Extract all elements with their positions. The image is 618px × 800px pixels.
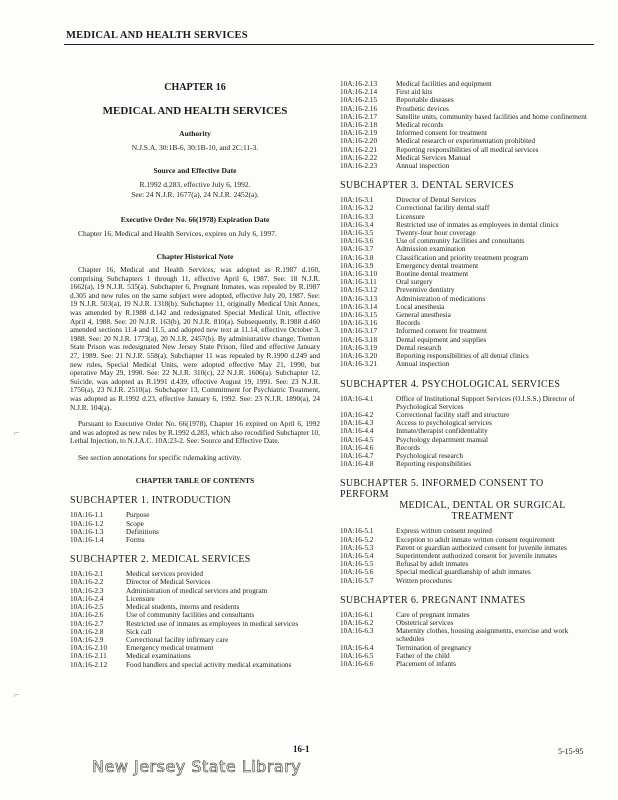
section-number: 10A:16-3.12	[340, 285, 378, 295]
toc-entry	[340, 436, 595, 444]
toc-entry	[340, 88, 595, 96]
subchapter-title: SUBCHAPTER 4. PSYCHOLOGICAL SERVICES	[340, 378, 561, 390]
section-number: 10A:16-6.2	[340, 617, 374, 627]
section-title: Correctional facility infirmary care	[126, 634, 229, 644]
section-number: 10A:16-1.1	[70, 510, 104, 520]
toc-entry	[340, 311, 595, 319]
source-line: R.1992 d.283, effective July 6, 1992.	[139, 180, 251, 189]
section-title: Preventive dentistry	[396, 285, 455, 295]
section-number: 10A:16-3.13	[340, 293, 378, 303]
section-number: 10A:16-2.23	[340, 161, 378, 171]
section-title: Twenty-four hour coverage	[396, 228, 476, 238]
section-title: Exception to adult inmate written consent requirement	[396, 534, 555, 544]
section-title: Inmate/therapist confidentiality	[396, 426, 488, 436]
page-number: 16-1	[293, 744, 310, 754]
toc-entry	[340, 360, 595, 368]
toc-entry	[340, 611, 595, 619]
section-title: Prosthetic devices	[396, 103, 449, 113]
section-number: 10A:16-4.4	[340, 426, 374, 436]
section-title: Informed consent for treatment	[396, 128, 487, 138]
section-title: Medical examinations	[126, 651, 191, 661]
section-number: 10A:16-3.16	[340, 318, 378, 328]
toc-list	[340, 527, 595, 584]
section-number: 10A:16-5.4	[340, 550, 374, 560]
section-title: Definitions	[126, 526, 159, 536]
source-heading: Source and Effective Date	[153, 166, 237, 175]
section-number: 10A:16-2.11	[70, 651, 107, 661]
section-title: Placement of infants	[396, 658, 456, 668]
section-title: Records	[396, 442, 420, 452]
section-title: Restricted use of inmates as employees in dental clinics	[396, 219, 559, 229]
annotation-note: See section annotations for specific rulemaking activity.	[78, 452, 242, 462]
section-title: Father of the child	[396, 650, 450, 660]
section-title: Records	[396, 318, 420, 328]
section-number: 10A:16-4.1	[340, 393, 374, 403]
section-title: Use of community facilities and consultants	[396, 236, 525, 246]
section-number: 10A:16-4.2	[340, 409, 374, 419]
pursuant-note: Pursuant to Executive Order No. 66(1978), Chapter 16 expired on April 6, 1992 and was adopted as new rules by R.1992 d.283, which also recodified Subchapter 10, Lethal Injection, to N.J.A.C. 10A:23-2. See: Source and Effective Date.	[70, 419, 320, 446]
section-number: 10A:16-4.5	[340, 434, 374, 444]
toc-entry	[70, 644, 320, 652]
section-title: Emergency dental treatment	[396, 260, 479, 270]
section-title: Director of Dental Services	[396, 195, 477, 205]
subchapter-title	[340, 478, 595, 522]
section-title: Correctional facility dental staff	[396, 203, 490, 213]
section-title: Express written consent required	[396, 526, 492, 536]
section-title: Written procedures	[396, 575, 452, 585]
section-title: Refusal by adult inmates	[396, 559, 469, 569]
section-number: 10A:16-2.19	[340, 128, 378, 138]
section-title: Forms	[126, 535, 145, 545]
section-title: Medical records	[396, 120, 444, 130]
section-number: 10A:16-2.15	[340, 95, 378, 105]
section-title: Care of pregnant inmates	[396, 609, 470, 619]
section-title: Special medical guardianship of adult inmates	[396, 567, 531, 577]
toc-entry	[70, 661, 320, 669]
section-title: Annual inspection	[396, 359, 450, 369]
section-number: 10A:16-2.22	[340, 152, 378, 162]
section-number: 10A:16-3.1	[340, 195, 374, 205]
authority-heading: Authority	[179, 129, 211, 138]
section-number: 10A:16-5.2	[340, 534, 374, 544]
toc-entry	[340, 303, 595, 311]
section-number: 10A:16-6.5	[340, 650, 374, 660]
section-number: 10A:16-3.8	[340, 252, 374, 262]
section-title: General anesthesia	[396, 310, 451, 320]
section-title: Medical Services Manual	[396, 152, 471, 162]
section-number: 10A:16-3.6	[340, 236, 374, 246]
section-title: Access to psychological services	[396, 418, 492, 428]
section-title: Reportable diseases	[396, 95, 454, 105]
section-number: 10A:16-6.3	[340, 626, 374, 636]
history-note: Chapter 16, Medical and Health Services, was adopted as R.1987 d.160, comprising Subchapters 1 through 11, effective April 6, 1987. See: 18 N.J.R. 1662(a), 19 N.J.R. 535(a). Subchapter 6, Pregnant Inmates, was repealed by R.1987 d.305 and new rules on the same subject were adopted, effective July 20, 1987. See: 19 N.J.R. 503(a), 19 N.J.R. 1318(b). Subchapter 11, originally Medical Unit Annex, was amended by R.1988 d.142 and redesignated Special Medical Unit, effective April 4, 1988. See: 20 N.J.R. 163(b), 20 N.J.R. 810(a). Subsequently, R.1988 d.460 amended sections 11.4 and 11.5, and adopted new text at 11.14, effective October 3, 1988. See: 20 N.J.R. 1773(a), 20 N.J.R. 2457(b). By administrative change, Trenton State Prison was redesignated New Jersey State Prison, filed and effective January 27, 1989. See: 21 N.J.R. 558(a). Subchapter 11 was repealed by R.1990 d.249 and new rules, Special Medical Units, were adopted effective May 21, 1990, but operative May 29, 1990. See: 22 N.J.R. 310(c), 22 N.J.R. 1606(a). Subchapter 12, Suicide, was adopted as R.1991 d.439, effective August 19, 1991. See: 23 N.J.R. 1756(a), 23 N.J.R. 2510(a). Subchapter 13, Commitment for Psychiatric Treatment, was adopted as R.1992 d.23, effective January 6, 1992. See: 23 N.J.R. 1890(a), 24 N.J.R. 104(a).	[70, 265, 320, 412]
toc-entry	[340, 460, 595, 468]
chapter-label: CHAPTER 16	[164, 82, 226, 93]
right-column	[340, 80, 595, 668]
section-number: 10A:16-2.8	[70, 626, 104, 636]
section-title: Licensure	[396, 211, 425, 221]
section-title: Admission examination	[396, 244, 466, 254]
section-title: Licensure	[126, 593, 155, 603]
section-number: 10A:16-5.7	[340, 575, 374, 585]
section-title: Emergency medical treatment	[126, 643, 214, 653]
section-title: Dental equipment and supplies	[396, 334, 487, 344]
section-number: 10A:16-2.16	[340, 103, 378, 113]
section-title: Psychological research	[396, 450, 464, 460]
section-number: 10A:16-3.4	[340, 219, 374, 229]
section-title: Routine dental treatment	[396, 269, 469, 279]
section-number: 10A:16-2.5	[70, 602, 104, 612]
exec-order-heading: Executive Order No. 66(1978) Expiration Date	[120, 215, 270, 224]
subchapter-title-line: MEDICAL, DENTAL OR SURGICAL TREATMENT	[399, 500, 566, 523]
subchapter-title-line: SUBCHAPTER 5. INFORMED CONSENT TO PERFORM	[340, 478, 544, 501]
toc-entry	[340, 660, 595, 668]
section-title: Local anesthesia	[396, 301, 445, 311]
section-title: Oral surgery	[396, 277, 433, 287]
subchapter-title: SUBCHAPTER 6. PREGNANT INMATES	[340, 594, 526, 606]
running-header: MEDICAL AND HEALTH SERVICES	[66, 30, 248, 41]
toc-entry	[340, 652, 595, 660]
toc-entry	[340, 577, 595, 585]
toc-list	[340, 395, 595, 469]
section-title: Satellite units, community based facilities and home confinement	[396, 111, 587, 121]
section-title: Reporting responsibilities of all dental clinics	[396, 351, 529, 361]
section-number: 10A:16-2.9	[70, 634, 104, 644]
page-date: 5-15-95	[558, 747, 584, 756]
section-title: Classification and priority treatment program	[396, 252, 529, 262]
toc-list	[70, 511, 320, 544]
section-number: 10A:16-2.10	[70, 643, 108, 653]
section-number: 10A:16-4.7	[340, 450, 374, 460]
section-title: Medical research or experimentation prohibited	[396, 136, 535, 146]
left-column	[70, 80, 320, 669]
section-number: 10A:16-4.6	[340, 442, 374, 452]
section-title: Psychology department manual	[396, 434, 489, 444]
toc-entry	[340, 395, 595, 411]
toc-entry	[70, 520, 320, 528]
margin-mark: ⌐	[14, 428, 20, 439]
section-number: 10A:16-2.17	[340, 111, 378, 121]
section-number: 10A:16-2.14	[340, 87, 378, 97]
margin-mark: ⌐	[14, 690, 20, 701]
section-number: 10A:16-5.1	[340, 526, 374, 536]
section-number: 10A:16-2.20	[340, 136, 378, 146]
section-title: Administration of medical services and program	[126, 585, 268, 595]
toc-entry	[340, 204, 595, 212]
toc-entry	[340, 295, 595, 303]
toc-entry	[340, 278, 595, 286]
section-title: Dental research	[396, 342, 442, 352]
section-number: 10A:16-2.7	[70, 618, 104, 628]
section-title: Purpose	[126, 510, 150, 520]
section-number: 10A:16-1.2	[70, 518, 104, 528]
section-title: Obstetrical services	[396, 617, 454, 627]
toc-entry	[70, 587, 320, 595]
section-number: 10A:16-3.20	[340, 351, 378, 361]
toc-entry	[70, 536, 320, 544]
section-number: 10A:16-3.21	[340, 359, 378, 369]
toc-entry	[70, 528, 320, 536]
section-title: Maternity clothes, housing assignments, exercise and work schedules	[396, 626, 569, 644]
section-title: Medical students, interns and residents	[126, 602, 240, 612]
section-number: 10A:16-2.6	[70, 610, 104, 620]
section-number: 10A:16-1.3	[70, 526, 104, 536]
section-number: 10A:16-2.18	[340, 120, 378, 130]
source-line: See: 24 N.J.R. 1677(a), 24 N.J.R. 2452(a).	[131, 189, 259, 199]
section-number: 10A:16-1.4	[70, 535, 104, 545]
section-title: Annual inspection	[396, 161, 450, 171]
section-number: 10A:16-3.15	[340, 310, 378, 320]
subchapter-title: SUBCHAPTER 2. MEDICAL SERVICES	[70, 554, 251, 566]
toc-entry	[340, 627, 595, 643]
header-rule	[64, 44, 594, 45]
section-number: 10A:16-3.11	[340, 277, 377, 287]
subchapter-title: SUBCHAPTER 3. DENTAL SERVICES	[340, 180, 514, 192]
section-number: 10A:16-2.2	[70, 577, 104, 587]
toc-entry	[70, 620, 320, 628]
section-number: 10A:16-3.14	[340, 301, 378, 311]
section-title: Termination of pregnancy	[396, 642, 472, 652]
history-heading: Chapter Historical Note	[156, 252, 234, 261]
toc-entry	[340, 644, 595, 652]
section-number: 10A:16-3.10	[340, 269, 378, 279]
section-title: First aid kits	[396, 87, 433, 97]
section-number: 10A:16-3.9	[340, 260, 374, 270]
section-title: Administration of medications	[396, 293, 486, 303]
section-title: Medical facilities and equipment	[396, 79, 492, 88]
section-title: Reporting responsibilities of all medical services	[396, 144, 539, 154]
section-number: 10A:16-3.7	[340, 244, 374, 254]
section-title: Restricted use of inmates as employees in medical services	[126, 618, 299, 628]
section-title: Parent or guardian authorized consent for juvenile inmates	[396, 542, 567, 552]
toc-entry	[340, 352, 595, 360]
section-title: Superintendent authorized consent for juvenile inmates	[396, 550, 558, 560]
section-number: 10A:16-4.8	[340, 459, 374, 469]
section-title: Medical services provided	[126, 569, 203, 579]
section-title: Use of community facilities and consultants	[126, 610, 255, 620]
section-title: Sick call	[126, 626, 152, 636]
section-number: 10A:16-5.6	[340, 567, 374, 577]
section-title: Director of Medical Services	[126, 577, 211, 587]
section-title: Correctional facility staff and structure	[396, 409, 510, 419]
section-number: 10A:16-2.13	[340, 79, 378, 88]
toc-entry	[340, 237, 595, 245]
library-stamp-text: New Jersey State Library	[92, 757, 302, 776]
toc-entry	[340, 113, 595, 121]
section-title: Food handlers and special activity medical examinations	[126, 659, 292, 669]
section-number: 10A:16-3.19	[340, 342, 378, 352]
section-title: Informed consent for treatment	[396, 326, 487, 336]
section-number: 10A:16-2.1	[70, 569, 104, 579]
section-number: 10A:16-3.18	[340, 334, 378, 344]
section-number: 10A:16-6.1	[340, 609, 374, 619]
library-stamp	[92, 757, 301, 776]
section-number: 10A:16-3.5	[340, 228, 374, 238]
section-number: 10A:16-2.12	[70, 659, 108, 669]
exec-order-text: Chapter 16, Medical and Health Services, expires on July 6, 1997.	[78, 229, 277, 238]
toc-list	[340, 611, 595, 668]
toc-entry	[340, 154, 595, 162]
section-number: 10A:16-2.4	[70, 593, 104, 603]
section-number: 10A:16-2.3	[70, 585, 104, 595]
section-number: 10A:16-5.3	[340, 542, 374, 552]
toc-entry	[340, 270, 595, 278]
section-title: Office of Institutional Support Services (O.I.S.S.) Director of Psychological Services	[396, 393, 575, 411]
toc-entry	[340, 162, 595, 170]
section-number: 10A:16-6.6	[340, 658, 374, 668]
toc-entry	[340, 336, 595, 344]
toc-entry	[340, 444, 595, 452]
toc-entry	[340, 568, 595, 576]
section-number: 10A:16-3.2	[340, 203, 374, 213]
section-title: Reporting responsibilities	[396, 459, 472, 469]
toc-list	[340, 196, 595, 368]
section-number: 10A:16-3.3	[340, 211, 374, 221]
section-number: 10A:16-2.21	[340, 144, 378, 154]
toc-heading: CHAPTER TABLE OF CONTENTS	[135, 476, 255, 486]
toc-entry	[340, 80, 595, 88]
toc-list	[340, 80, 595, 170]
section-number: 10A:16-5.5	[340, 559, 374, 569]
section-number: 10A:16-6.4	[340, 642, 374, 652]
toc-entry	[70, 511, 320, 519]
chapter-name: MEDICAL AND HEALTH SERVICES	[102, 105, 288, 117]
subchapter-title: SUBCHAPTER 1. INTRODUCTION	[70, 495, 231, 507]
section-number: 10A:16-4.3	[340, 418, 374, 428]
toc-list	[70, 570, 320, 668]
section-number: 10A:16-3.17	[340, 326, 378, 336]
authority-text: N.J.S.A. 30:1B-6, 30:1B-10, and 2C:11-3.	[131, 143, 259, 152]
section-title: Scope	[126, 518, 144, 528]
toc-entry	[340, 96, 595, 104]
